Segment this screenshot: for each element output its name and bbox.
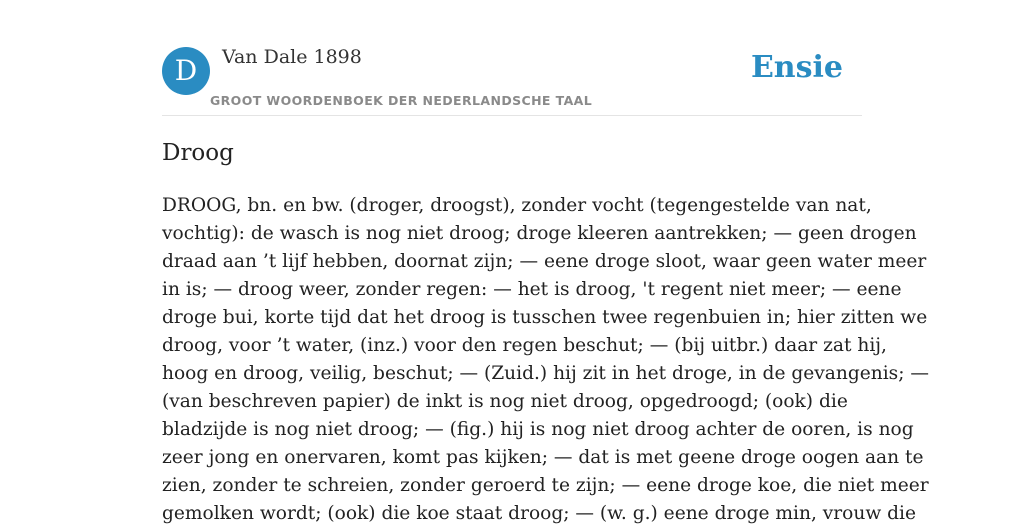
dictionary-subtitle: GROOT WOORDENBOEK DER NEDERLANDSCHE TAAL <box>210 93 593 108</box>
definition-line: gemolken wordt; (ook) die koe staat droog; — (w. g.) eene droge min, vrouw die <box>162 503 916 524</box>
definition-line: zien, zonder te schreien, zonder geroerd te zijn; — eene droge koe, die niet meer <box>162 475 929 496</box>
dictionary-logo[interactable]: D <box>162 47 210 95</box>
definition-line: (van beschreven papier) de inkt is nog niet droog, opgedroogd; (ook) die <box>162 391 848 412</box>
dictionary-title[interactable]: Van Dale 1898 <box>222 46 362 68</box>
definition-line: hoog en droog, veilig, beschut; — (Zuid.) hij zit in het droge, in de gevangenis; — <box>162 363 929 384</box>
ensie-brand-link[interactable]: Ensie <box>750 50 843 85</box>
definition-line: bladzijde is nog niet droog; — (fig.) hij is nog niet droog achter de ooren, is nog <box>162 419 914 440</box>
dictionary-header <box>162 0 862 116</box>
definition-line: droge bui, korte tijd dat het droog is tusschen twee regenbuien in; hier zitten we <box>162 307 928 328</box>
definition-line: vochtig): de wasch is nog niet droog; droge kleeren aantrekken; — geen drogen <box>162 223 917 244</box>
definition-line: DROOG, bn. en bw. (droger, droogst), zonder vocht (tegengestelde van nat, <box>162 195 872 216</box>
entry-title: Droog <box>162 140 234 166</box>
definition-line: zeer jong en onervaren, komt pas kijken; — dat is met geene droge oogen aan te <box>162 447 924 468</box>
definition-line: in is; — droog weer, zonder regen: — het is droog, 't regent niet meer; — eene <box>162 279 902 300</box>
page <box>162 0 929 524</box>
definition-line: draad aan ’t lijf hebben, doornat zijn; — eene droge sloot, waar geen water meer <box>162 251 927 272</box>
definition-line: droog, voor ’t water, (inz.) voor den regen beschut; — (bij uitbr.) daar zat hij, <box>162 335 887 356</box>
entry-definition <box>162 192 929 528</box>
